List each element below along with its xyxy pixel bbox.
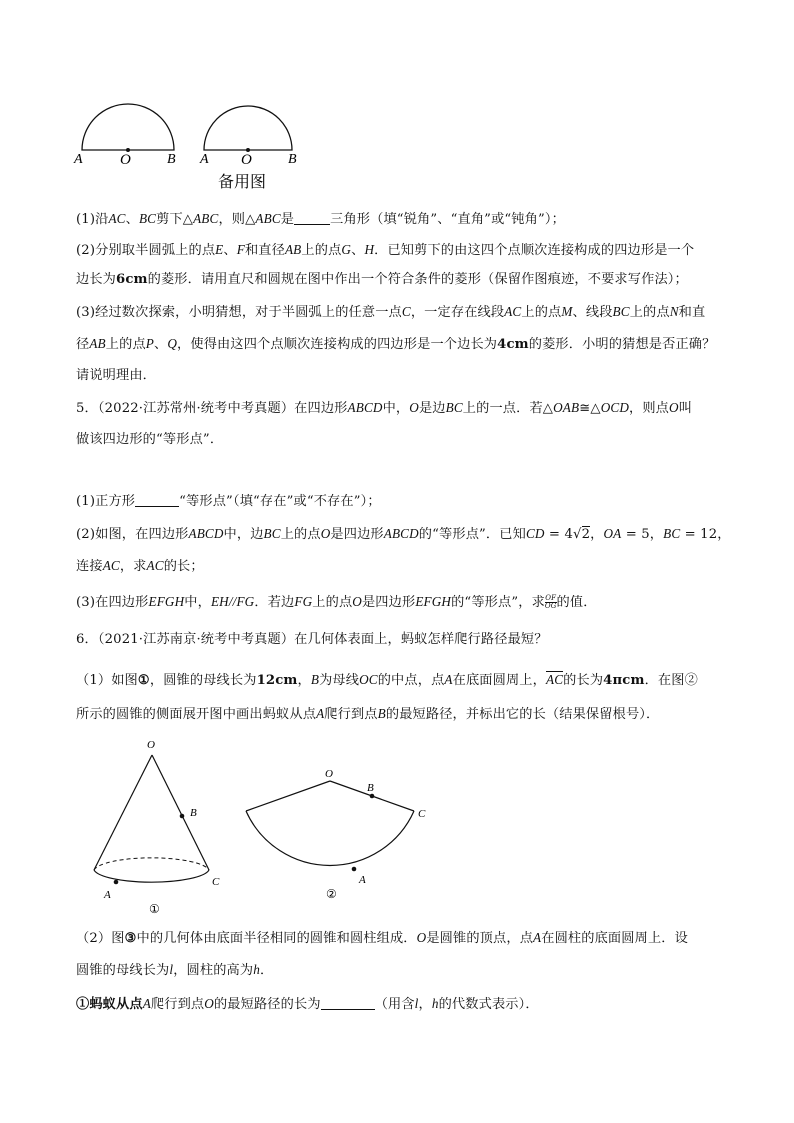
q6-part2-line1: （2）图③中的几何体由底面半径相同的圆锥和圆柱组成．O是圆锥的顶点，点A在圆柱的底面圆周上．设 bbox=[76, 930, 688, 946]
q4-part3-line2: 径AB上的点P、Q，使得由这四个点顺次连接构成的四边形是一个边长为4cm的菱形．小明的猜想是否正确？ bbox=[76, 336, 716, 352]
cone-base-back bbox=[94, 858, 209, 870]
q5-part3: (3)在四边形EFGH中，EH//FG．若边FG上的点O是四边形EFGH的“等形点”，求 $\frac{OF}{OG}$ 的值． bbox=[76, 594, 597, 610]
label-o-left: O bbox=[120, 152, 131, 168]
q4-part2-line2: 边长为6cm的菱形．请用直尺和圆规在图中作出一个符合条件的菱形（保留作图痕迹，不要求写作法）； bbox=[76, 272, 688, 287]
q6-part2-line3: ①蚂蚁从点A爬行到点O的最短路径的长为 （用含l，h的代数式表示）． bbox=[76, 996, 539, 1012]
q5-stem-line1: 5．（2022·江苏常州·统考中考真题）在四边形ABCD中，O是边BC上的一点．若△OAB≅△OCD，则点O叫 bbox=[76, 400, 693, 416]
cone-caption: ① bbox=[149, 902, 160, 916]
q5-part2-line2: 连接AC，求AC的长； bbox=[76, 558, 204, 574]
q6-part1-line1: （1）如图①，圆锥的母线长为12cm，B为母线OC的中点，点A在底面圆周上，AC的长为4πcm．在图② bbox=[76, 672, 698, 688]
q5-stem-line2: 做该四边形的“等形点”． bbox=[76, 432, 224, 447]
sector-radius-left bbox=[246, 781, 330, 811]
q4-part3-line1: (3)经过数次探索，小明猜想，对于半圆弧上的任意一点C，一定存在线段AC上的点M、线段BC上的点N和直 bbox=[76, 304, 706, 320]
answer-blank[interactable] bbox=[294, 210, 330, 225]
sector-figure bbox=[236, 765, 446, 915]
q6-part2-line2: 圆锥的母线长为l，圆柱的高为h． bbox=[76, 962, 274, 978]
semicircle-right bbox=[204, 106, 292, 150]
cone-label-c: C bbox=[212, 876, 220, 888]
point-a-dot bbox=[114, 880, 119, 885]
arc-ac: AC bbox=[546, 672, 564, 687]
q4-part1: (1)沿AC、BC剪下△ABC，则△ABC是 三角形（填“锐角”、“直角”或“钝角”）； bbox=[76, 211, 565, 227]
q4-part3-line3: 请说明理由． bbox=[76, 368, 157, 383]
cone-left-slant bbox=[94, 755, 152, 870]
label-a-right: A bbox=[200, 152, 209, 167]
sector-label-o: O bbox=[325, 768, 333, 780]
cone-label-b: B bbox=[190, 807, 197, 819]
label-b-right: B bbox=[288, 152, 297, 167]
point-b-dot bbox=[180, 814, 185, 819]
semicircle-figures bbox=[70, 100, 320, 195]
q5-part2-line1: (2)如图，在四边形ABCD中，边BC上的点O是四边形ABCD的“等形点”．已知CD = 4√2，OA = 5，BC = 12， bbox=[76, 526, 731, 542]
sector-label-b: B bbox=[367, 782, 374, 794]
cone-base-front bbox=[94, 870, 209, 882]
answer-blank[interactable] bbox=[321, 995, 375, 1010]
q6-stem: 6．（2021·江苏南京·统考中考真题）在几何体表面上，蚂蚁怎样爬行路径最短？ bbox=[76, 632, 548, 647]
figure-caption-spare: 备用图 bbox=[218, 172, 267, 191]
label-b-left: B bbox=[167, 152, 176, 167]
q4-part2-line1: (2)分别取半圆弧上的点E、F和直径AB上的点G、H．已知剪下的由这四个点顺次连接构成的四边形是一个 bbox=[76, 242, 695, 258]
cone-figure bbox=[86, 735, 236, 920]
sector-point-a bbox=[352, 867, 357, 872]
fraction-of-og: $\frac{OF}{OG}$ bbox=[544, 594, 557, 610]
sector-caption: ② bbox=[326, 887, 337, 901]
cone-right-slant bbox=[152, 755, 209, 870]
cone-label-o: O bbox=[147, 739, 155, 751]
sector-label-a: A bbox=[359, 874, 366, 886]
sector-arc bbox=[246, 811, 414, 865]
semicircle-left bbox=[82, 104, 174, 150]
label-a-left: A bbox=[74, 152, 83, 167]
sqrt-sign: √ bbox=[573, 527, 582, 542]
cone-label-a: A bbox=[104, 889, 111, 901]
q5-part1: (1)正方形 “等形点”（填“存在”或“不存在”）； bbox=[76, 494, 381, 509]
sector-label-c: C bbox=[418, 808, 426, 820]
answer-blank[interactable] bbox=[135, 492, 179, 507]
sector-point-b bbox=[370, 794, 375, 799]
label-o-right: O bbox=[241, 152, 252, 168]
q6-part1-line2: 所示的圆锥的侧面展开图中画出蚂蚁从点A爬行到点B的最短路径，并标出它的长（结果保留根号）． bbox=[76, 706, 660, 722]
